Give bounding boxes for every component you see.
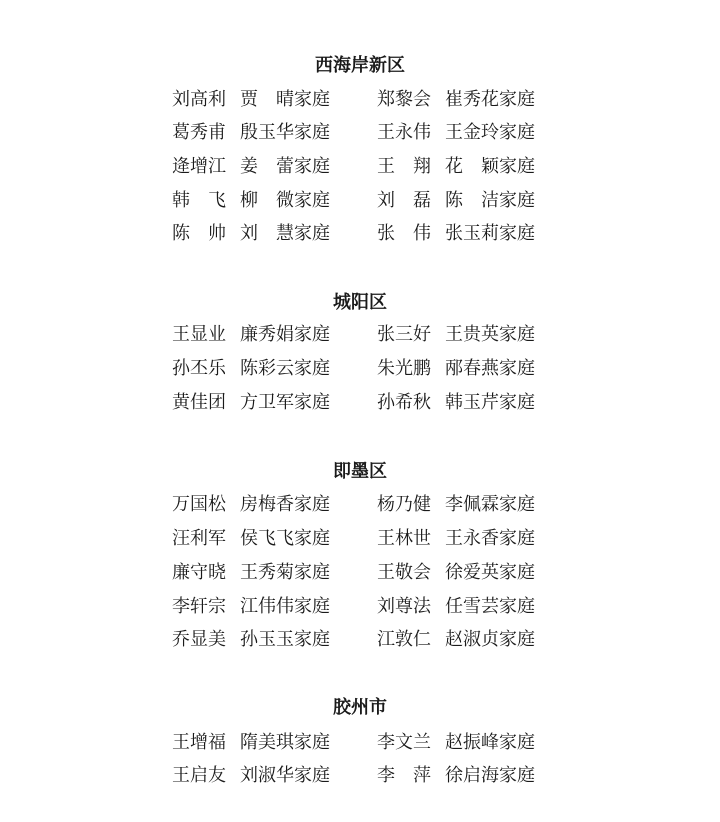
person-name: 李 萍 [377,765,431,786]
person-name: 王敬会 [377,562,431,583]
list-row [0,189,720,213]
person-name: 韩 飞 [172,190,226,211]
family-name: 孙玉玉家庭 [240,629,330,650]
family-name: 柳 微家庭 [240,190,330,211]
list-row [0,731,720,755]
person-name: 王永伟 [377,122,431,143]
family-name: 江伟伟家庭 [240,596,330,617]
family-name: 廉秀娟家庭 [240,324,330,345]
person-name: 刘尊法 [377,596,431,617]
person-name: 朱光鹏 [377,358,431,379]
section-title: 西海岸新区 [315,55,405,76]
list-row [0,121,720,145]
family-name: 刘 慧家庭 [240,223,330,244]
family-name: 房梅香家庭 [240,494,330,515]
person-name: 孙丕乐 [172,358,226,379]
family-name: 王秀菊家庭 [240,562,330,583]
family-name: 王贵英家庭 [445,324,535,345]
person-name: 刘高利 [172,89,226,110]
family-name: 赵淑贞家庭 [445,629,535,650]
list-row [0,357,720,381]
person-name: 葛秀甫 [172,122,226,143]
family-name: 方卫军家庭 [240,392,330,413]
family-name: 侯飞飞家庭 [240,528,330,549]
family-name: 王金玲家庭 [445,122,535,143]
family-name: 崔秀花家庭 [445,89,535,110]
person-name: 王 翔 [377,156,431,177]
person-name: 王增福 [172,732,226,753]
family-name: 王永香家庭 [445,528,535,549]
list-row [0,561,720,585]
person-name: 万国松 [172,494,226,515]
family-name: 陈彩云家庭 [240,358,330,379]
person-name: 刘 磊 [377,190,431,211]
list-row [0,527,720,551]
section-title: 胶州市 [333,697,387,718]
family-name: 徐启海家庭 [445,765,535,786]
family-name: 李佩霖家庭 [445,494,535,515]
person-name: 杨乃健 [377,494,431,515]
list-row [0,493,720,517]
family-name: 花 颖家庭 [445,156,535,177]
person-name: 王林世 [377,528,431,549]
person-name: 廉守晓 [172,562,226,583]
person-name: 李文兰 [377,732,431,753]
list-row [0,628,720,652]
family-name: 徐爱英家庭 [445,562,535,583]
person-name: 孙希秋 [377,392,431,413]
person-name: 汪利军 [172,528,226,549]
family-name: 刘淑华家庭 [240,765,330,786]
list-row [0,595,720,619]
person-name: 张 伟 [377,223,431,244]
list-row [0,323,720,347]
person-name: 王启友 [172,765,226,786]
family-name: 隋美琪家庭 [240,732,330,753]
family-name: 姜 蕾家庭 [240,156,330,177]
list-row [0,764,720,788]
person-name: 王显业 [172,324,226,345]
family-name: 邴春燕家庭 [445,358,535,379]
person-name: 李轩宗 [172,596,226,617]
family-name: 殷玉华家庭 [240,122,330,143]
section-title: 即墨区 [333,461,387,482]
family-name: 贾 晴家庭 [240,89,330,110]
family-name: 任雪芸家庭 [445,596,535,617]
family-name: 陈 洁家庭 [445,190,535,211]
person-name: 江敦仁 [377,629,431,650]
family-name: 赵振峰家庭 [445,732,535,753]
family-name: 张玉莉家庭 [445,223,535,244]
list-row [0,391,720,415]
person-name: 陈 帅 [172,223,226,244]
person-name: 张三好 [377,324,431,345]
person-name: 黄佳团 [172,392,226,413]
list-row [0,222,720,246]
list-row [0,88,720,112]
family-name: 韩玉芹家庭 [445,392,535,413]
section-title: 城阳区 [333,292,387,313]
person-name: 郑黎会 [377,89,431,110]
list-row [0,155,720,179]
person-name: 乔显美 [172,629,226,650]
person-name: 逄增江 [172,156,226,177]
